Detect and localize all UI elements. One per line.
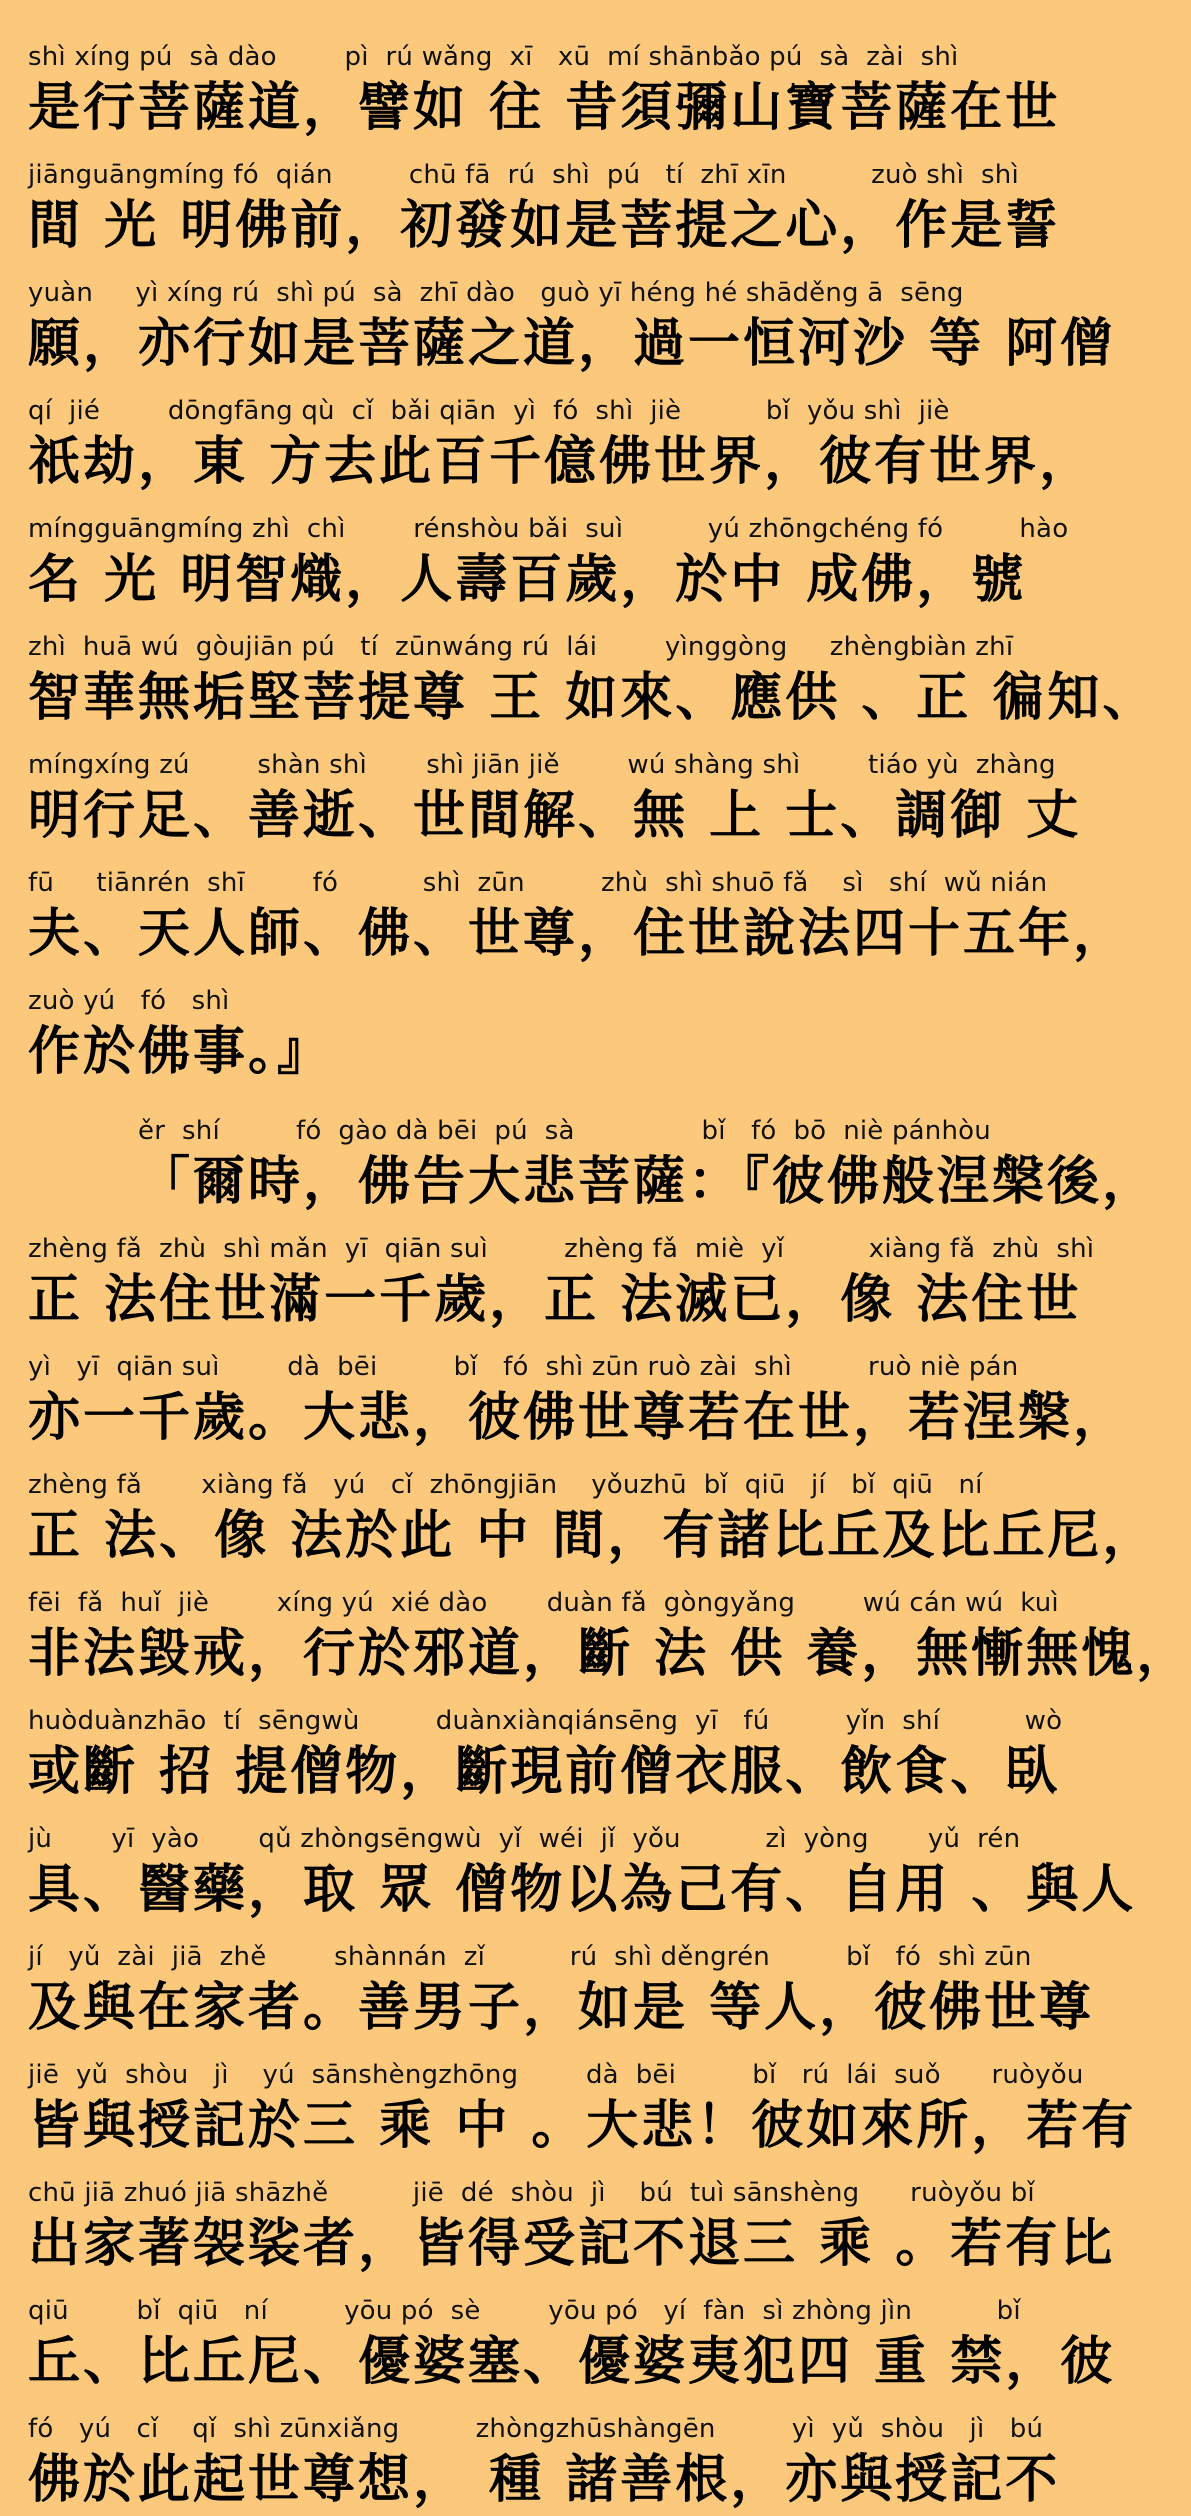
chinese-row: 正 法、像 法於此 中 間，有諸比丘及比丘尼， (28, 1506, 1158, 1566)
chinese-row: 夫、天人師、佛、世尊，住世說法四十五年， (28, 904, 1129, 964)
pinyin-row: chū jiā zhuó jiā shāzhě jiē dé shòu jì bú tuì sānshèng ruòyǒu bǐ (28, 2178, 1035, 2208)
chinese-row: 正 法住世滿一千歲，正 法滅已，像 法住世 (28, 1270, 1082, 1330)
pinyin-row: zhèng fǎ xiàng fǎ yú cǐ zhōngjiān yǒuzhū bǐ qiū jí bǐ qiū ní (28, 1470, 983, 1500)
chinese-row: 具、醫藥，取 眾 僧物以為己有、自用 、與人 (28, 1860, 1137, 1920)
chinese-row: 智華無垢堅菩提尊 王 如來、應供 、正 徧知、 (28, 668, 1158, 728)
pinyin-row: zhèng fǎ zhù shì mǎn yī qiān suì zhèng fǎ miè yǐ xiàng fǎ zhù shì (28, 1234, 1095, 1264)
text-line-12 (28, 1350, 1129, 1454)
text-line-18 (28, 2058, 1137, 2162)
chinese-row: 祇劫，東 方去此百千億佛世界，彼有世界， (28, 432, 1095, 492)
text-line-19 (28, 2176, 1116, 2280)
chinese-row: 非法毀戒，行於邪道，斷 法 供 養，無慚無愧， (28, 1624, 1191, 1684)
chinese-row: 作於佛事。』 (28, 1022, 333, 1082)
text-line-20 (28, 2294, 1116, 2398)
chinese-row: 皆與授記於三 乘 中 。大悲！彼如來所，若有 (28, 2096, 1137, 2156)
chinese-row: 是行菩薩道，譬如 往 昔須彌山寶菩薩在世 (28, 78, 1061, 138)
text-line-2 (28, 158, 1061, 262)
text-line-7 (28, 748, 1082, 852)
text-line-6 (28, 630, 1158, 734)
chinese-row: 出家著袈裟者，皆得受記不退三 乘 。若有比 (28, 2214, 1116, 2274)
text-line-15 (28, 1704, 1063, 1808)
chinese-row: 間 光 明佛前，初發如是菩提之心，作是誓 (28, 196, 1061, 256)
text-line-5 (28, 512, 1069, 616)
text-line-10 (28, 1114, 1158, 1218)
pinyin-row: zuò yú fó shì (28, 986, 230, 1016)
pinyin-row: jù yī yào qǔ zhòngsēngwù yǐ wéi jǐ yǒu zì yòng yǔ rén (28, 1824, 1021, 1854)
pinyin-row: jiē yǔ shòu jì yú sānshèngzhōng dà bēi bǐ rú lái suǒ ruòyǒu (28, 2060, 1084, 2090)
chinese-row: 及與在家者。善男子，如是 等人，彼佛世尊 (28, 1978, 1095, 2038)
chinese-row: 或斷 招 提僧物，斷現前僧衣服、飲食、臥 (28, 1742, 1061, 1802)
pinyin-row: fū tiānrén shī fó shì zūn zhù shì shuō fǎ sì shí wǔ nián (28, 868, 1048, 898)
pinyin-row: zhì huā wú gòujiān pú tí zūnwáng rú lái yìnggòng zhèngbiàn zhī (28, 632, 1014, 662)
pinyin-row: míngguāngmíng zhì chì rénshòu bǎi suì yú zhōngchéng fó hào (28, 514, 1069, 544)
chinese-row: 名 光 明智熾，人壽百歲，於中 成佛，號 (28, 550, 1027, 610)
pinyin-row: qiū bǐ qiū ní yōu pó sè yōu pó yí fàn sì zhòng jìn bǐ (28, 2296, 1021, 2326)
text-line-4 (28, 394, 1095, 498)
pinyin-row: shì xíng pú sà dào pì rú wǎng xī xū mí shānbǎo pú sà zài shì (28, 42, 959, 72)
pinyin-row: jiānguāngmíng fó qián chū fā rú shì pú tí zhī xīn zuò shì shì (28, 160, 1019, 190)
pinyin-row: huòduànzhāo tí sēngwù duànxiànqiánsēng yī fú yǐn shí wò (28, 1706, 1063, 1736)
pinyin-row: míngxíng zú shàn shì shì jiān jiě wú shàng shì tiáo yù zhàng (28, 750, 1056, 780)
text-line-17 (28, 1940, 1095, 2044)
pinyin-row: yì yī qiān suì dà bēi bǐ fó shì zūn ruò zài shì ruò niè pán (28, 1352, 1019, 1382)
pinyin-row: fó yú cǐ qǐ shì zūnxiǎng zhòngzhūshàngēn yì yǔ shòu jì bú (28, 2414, 1044, 2444)
chinese-row: 「爾時，佛告大悲菩薩：『彼佛般涅槃後， (138, 1152, 1158, 1212)
text-line-21 (28, 2412, 1061, 2516)
chinese-row: 佛於此起世尊想， 種 諸善根，亦與授記不 (28, 2450, 1061, 2510)
pinyin-row: yuàn yì xíng rú shì pú sà zhī dào guò yī héng hé shāděng ā sēng (28, 278, 964, 308)
text-line-11 (28, 1232, 1095, 1336)
pinyin-row: ěr shí fó gào dà bēi pú sà bǐ fó bō niè pánhòu (138, 1116, 991, 1146)
pinyin-row: qí jié dōngfāng qù cǐ bǎi qiān yì fó shì jiè bǐ yǒu shì jiè (28, 396, 950, 426)
chinese-row: 明行足、善逝、世間解、無 上 士、調御 丈 (28, 786, 1082, 846)
text-line-1 (28, 40, 1061, 144)
text-line-8 (28, 866, 1129, 970)
text-line-14 (28, 1586, 1191, 1690)
pinyin-row: fēi fǎ huǐ jiè xíng yú xié dào duàn fǎ gòngyǎng wú cán wú kuì (28, 1588, 1059, 1618)
pinyin-row: jí yǔ zài jiā zhě shànnán zǐ rú shì děngrén bǐ fó shì zūn (28, 1942, 1032, 1972)
text-line-9 (28, 984, 1052, 1088)
text-line-13 (28, 1468, 1158, 1572)
chinese-row: 亦一千歲。大悲，彼佛世尊若在世，若涅槃， (28, 1388, 1129, 1448)
text-line-16 (28, 1822, 1137, 1926)
chinese-row: 願，亦行如是菩薩之道，過一恒河沙 等 阿僧 (28, 314, 1116, 374)
text-line-3 (28, 276, 1116, 380)
chinese-row: 丘、比丘尼、優婆塞、優婆夷犯四 重 禁，彼 (28, 2332, 1116, 2392)
